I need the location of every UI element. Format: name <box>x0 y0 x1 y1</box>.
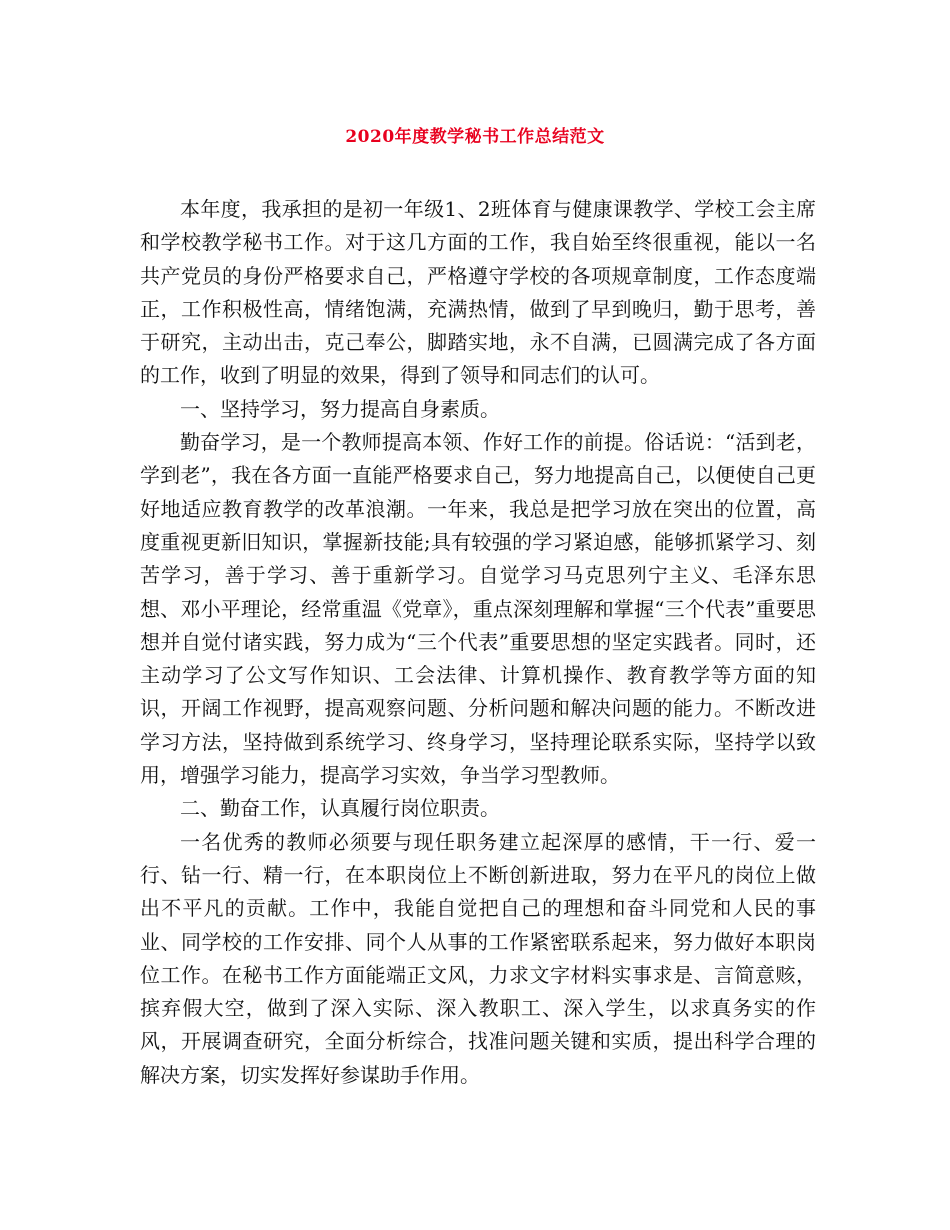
section-heading-2: 二、勤奋工作，认真履行岗位职责。 <box>180 796 500 821</box>
section-heading-1: 一、坚持学习，努力提高自身素质。 <box>180 396 500 421</box>
paragraph-work: 一名优秀的教师必须要与现任职务建立起深厚的感情，干一行、爱一行、钻一行、精一行，在本职岗位上不断创新进取，努力在平凡的岗位上做出不平凡的贡献。工作中，我能自觉把自己的理想和奋斗同党和人民的事业、同学校的工作安排、同个人从事的工作紧密联系起来，努力做好本职岗位工作。在秘书工作方面能端正文风，力求文字材料实事求是、言简意赅，摈弃假大空，做到了深入实际、深入教职工、深入学生，以求真务实的作风，开展调查研究，全面分析综合，找准问题关键和实质，提出科学合理的解决方案，切实发挥好参谋助手作用。 <box>140 829 816 1087</box>
document-title: 2020年度教学秘书工作总结范文 <box>345 127 605 147</box>
paragraph-study: 勤奋学习，是一个教师提高本领、作好工作的前提。俗话说：“活到老，学到老”，我在各方面一直能严格要求自己，努力地提高自己，以便使自己更好地适应教育教学的改革浪潮。一年来，我总是把学习放在突出的位置，高度重视更新旧知识，掌握新技能;具有较强的学习紧迫感，能够抓紧学习、刻苦学习，善于学习、善于重新学习。自觉学习马克思列宁主义、毛泽东思想、邓小平理论，经常重温《党章》，重点深刻理解和掌握“三个代表”重要思想并自觉付诸实践，努力成为“三个代表”重要思想的坚定实践者。同时，还主动学习了公文写作知识、工会法律、计算机操作、教育教学等方面的知识，开阔工作视野，提高观察问题、分析问题和解决问题的能力。不断改进学习方法，坚持做到系统学习、终身学习，坚持理论联系实际，坚持学以致用，增强学习能力，提高学习实效，争当学习型教师。 <box>140 430 816 788</box>
paragraph-intro: 本年度，我承担的是初一年级1、2班体育与健康课教学、学校工会主席和学校教学秘书工作。对于这几方面的工作，我自始至终很重视，能以一名共产党员的身份严格要求自己，严格遵守学校的各项规章制度，工作态度端正，工作积极性高，情绪饱满，充满热情，做到了早到晚归，勤于思考，善于研究，主动出击，克己奉公，脚踏实地，永不自满，已圆满完成了各方面的工作，收到了明显的效果，得到了领导和同志们的认可。 <box>140 197 816 388</box>
document-body <box>140 193 816 1092</box>
